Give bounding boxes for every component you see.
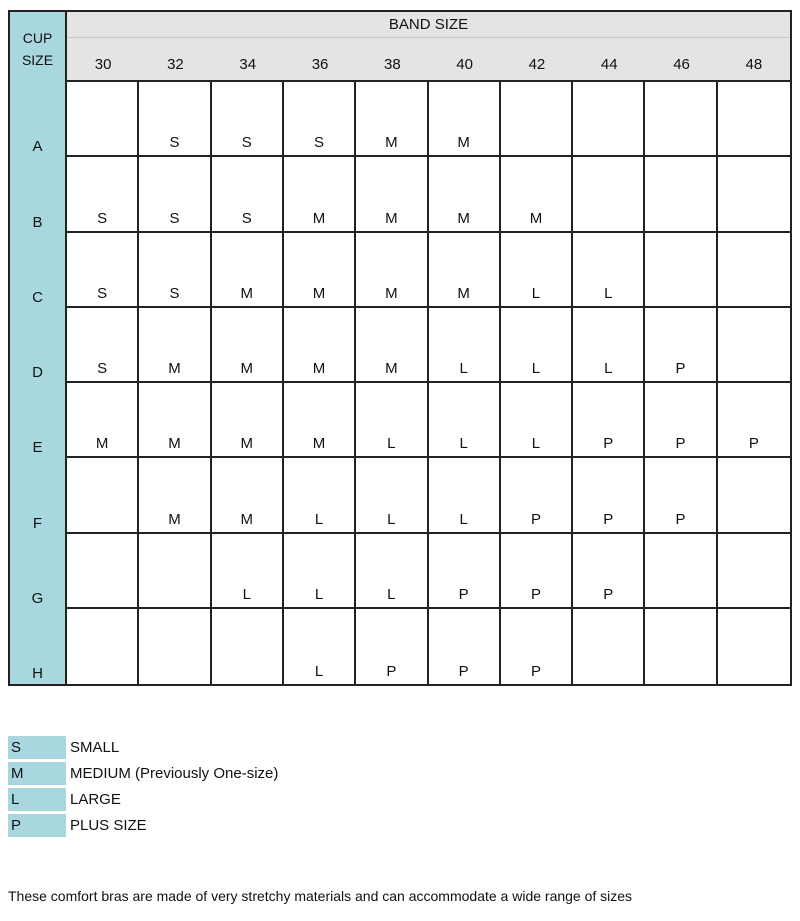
size-cell: P	[718, 383, 790, 458]
size-cell: M	[284, 308, 356, 383]
size-cell: M	[356, 308, 428, 383]
size-cell	[67, 82, 139, 157]
band-size-header: 40	[429, 38, 501, 82]
size-cell: S	[212, 82, 284, 157]
cup-size-header: G	[10, 534, 67, 609]
size-cell: P	[645, 458, 717, 533]
size-cell	[573, 82, 645, 157]
size-cell: P	[645, 308, 717, 383]
size-cell: L	[501, 233, 573, 308]
size-cell: M	[212, 308, 284, 383]
size-cell: L	[284, 458, 356, 533]
size-cell	[573, 157, 645, 232]
size-cell	[67, 534, 139, 609]
size-cell: M	[139, 308, 211, 383]
size-cell	[645, 82, 717, 157]
size-cell: M	[429, 233, 501, 308]
size-cell	[718, 308, 790, 383]
size-cell: M	[356, 157, 428, 232]
size-cell	[718, 157, 790, 232]
size-cell: M	[212, 458, 284, 533]
size-cell: S	[139, 157, 211, 232]
band-size-header: 36	[284, 38, 356, 82]
size-cell: P	[573, 534, 645, 609]
size-cell: L	[284, 609, 356, 684]
size-cell: P	[356, 609, 428, 684]
size-cell: P	[573, 458, 645, 533]
band-size-header: 32	[139, 38, 211, 82]
legend-code: S	[8, 736, 66, 759]
size-cell: L	[212, 534, 284, 609]
cup-size-header: C	[10, 233, 67, 308]
legend-code: P	[8, 814, 66, 837]
size-cell: L	[501, 383, 573, 458]
size-cell	[139, 534, 211, 609]
band-size-header: 30	[67, 38, 139, 82]
size-cell: M	[212, 233, 284, 308]
size-cell	[645, 157, 717, 232]
size-cell: M	[429, 157, 501, 232]
size-cell	[718, 534, 790, 609]
size-cell: P	[501, 609, 573, 684]
cup-size-header: H	[10, 609, 67, 684]
size-cell	[718, 233, 790, 308]
size-cell	[139, 609, 211, 684]
band-size-header: 46	[645, 38, 717, 82]
size-cell: P	[573, 383, 645, 458]
size-cell: L	[573, 233, 645, 308]
size-cell: L	[501, 308, 573, 383]
size-cell	[501, 82, 573, 157]
size-cell: P	[501, 458, 573, 533]
size-cell: L	[356, 383, 428, 458]
size-legend	[8, 736, 278, 837]
legend-label: PLUS SIZE	[70, 817, 147, 834]
size-cell: P	[429, 534, 501, 609]
footnote: These comfort bras are made of very stretchy materials and can accommodate a wide range of sizes	[8, 888, 633, 904]
size-cell: S	[139, 233, 211, 308]
size-cell	[718, 609, 790, 684]
size-cell: M	[356, 82, 428, 157]
size-cell: L	[429, 383, 501, 458]
size-cell	[212, 609, 284, 684]
size-cell: L	[429, 458, 501, 533]
size-cell	[718, 458, 790, 533]
size-cell: S	[67, 233, 139, 308]
cup-size-label	[10, 12, 67, 82]
cup-size-header: F	[10, 458, 67, 533]
size-cell: L	[284, 534, 356, 609]
size-cell: S	[284, 82, 356, 157]
band-size-header: 44	[573, 38, 645, 82]
size-cell: P	[501, 534, 573, 609]
size-cell: M	[284, 383, 356, 458]
size-cell: M	[139, 383, 211, 458]
size-cell: M	[501, 157, 573, 232]
size-cell: M	[139, 458, 211, 533]
size-cell: S	[139, 82, 211, 157]
cup-label-line2: SIZE	[21, 52, 54, 68]
size-cell: S	[67, 157, 139, 232]
size-cell: M	[67, 383, 139, 458]
cup-size-header: E	[10, 383, 67, 458]
size-chart-table	[8, 10, 792, 686]
size-cell	[67, 458, 139, 533]
size-cell: P	[429, 609, 501, 684]
size-cell: L	[429, 308, 501, 383]
size-cell: L	[573, 308, 645, 383]
size-cell: L	[356, 534, 428, 609]
legend-code: M	[8, 762, 66, 785]
size-cell: S	[212, 157, 284, 232]
size-cell: M	[284, 233, 356, 308]
size-cell	[718, 82, 790, 157]
size-cell: M	[284, 157, 356, 232]
size-cell	[645, 534, 717, 609]
legend-label: MEDIUM (Previously One-size)	[70, 765, 279, 782]
band-size-header: 48	[718, 38, 790, 82]
band-size-title: BAND SIZE	[67, 12, 790, 38]
size-cell	[67, 609, 139, 684]
band-size-header: 34	[212, 38, 284, 82]
legend-code: L	[8, 788, 66, 811]
size-cell: M	[212, 383, 284, 458]
band-size-header: 42	[501, 38, 573, 82]
size-cell	[645, 233, 717, 308]
size-cell: P	[645, 383, 717, 458]
size-cell	[573, 609, 645, 684]
legend-label: LARGE	[70, 791, 121, 808]
size-cell: M	[429, 82, 501, 157]
size-cell: M	[356, 233, 428, 308]
size-cell: L	[356, 458, 428, 533]
cup-size-header: B	[10, 157, 67, 232]
band-size-header: 38	[356, 38, 428, 82]
size-cell: S	[67, 308, 139, 383]
cup-label-line1: CUP	[22, 30, 53, 46]
legend-label: SMALL	[70, 739, 120, 756]
cup-size-header: D	[10, 308, 67, 383]
size-cell	[645, 609, 717, 684]
cup-size-header: A	[10, 82, 67, 157]
